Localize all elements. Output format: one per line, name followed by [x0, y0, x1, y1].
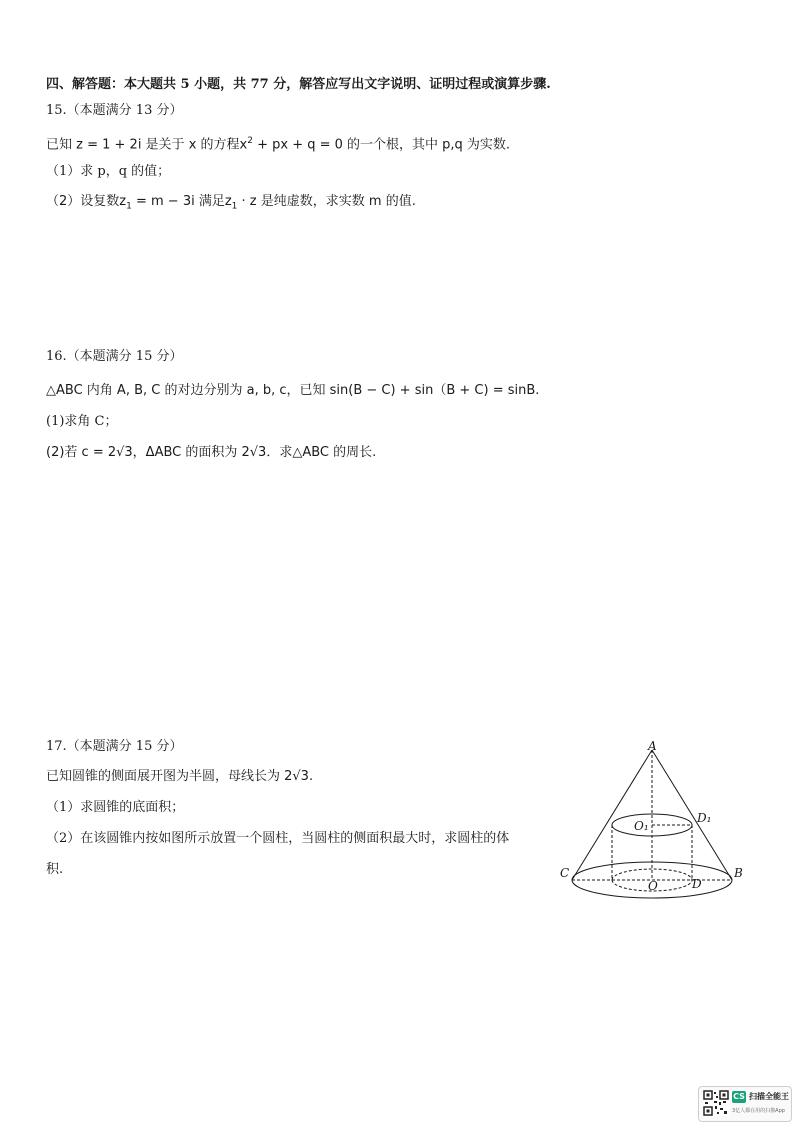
q15-part2-a: （2）设复数z: [46, 194, 127, 209]
q15-part2-b: = m − 3i 满足z: [131, 194, 232, 209]
q15-stem: [46, 132, 510, 154]
camscanner-name: 扫描全能王: [749, 1092, 789, 1101]
q16-part1: (1)求角 C；: [46, 414, 118, 429]
q15-part2-c: · z 是纯虚数，求实数 m 的值.: [237, 194, 416, 209]
camscanner-watermark: [698, 1086, 792, 1122]
q15-part2: [46, 193, 416, 216]
q15-part1: （1）求 p，q 的值；: [46, 164, 171, 179]
q17-stem: 已知圆锥的侧面展开图为半圆，母线长为 2√3.: [46, 769, 314, 784]
label-O: O: [648, 879, 658, 893]
q16-stem: △ABC 内角 A, B, C 的对边分别为 a, b, c，已知 sin(B − C) + sin（B + C) = sinB.: [46, 383, 540, 398]
q15-stem-sup: 2: [247, 136, 253, 146]
q15-title: 15.（本题满分 13 分）: [46, 103, 183, 118]
label-A: A: [648, 740, 657, 753]
cone-cylinder-figure: [548, 740, 758, 910]
label-O1: O₁: [634, 819, 649, 833]
q15-part2-sub-a: 1: [126, 201, 132, 212]
camscanner-logo-icon: CS: [733, 1092, 745, 1101]
label-C: C: [560, 866, 570, 880]
q17-part2-line2: 积.: [46, 862, 64, 877]
q15-stem-b: + px + q = 0 的一个根，其中 p,q 为实数.: [252, 137, 511, 153]
camscanner-tagline: 3亿人都在用的扫描App: [732, 1108, 785, 1114]
section-header: 四、解答题：本大题共 5 小题，共 77 分，解答应写出文字说明、证明过程或演算步骤.: [46, 77, 551, 92]
q17-part2-line1: （2）在该圆锥内按如图所示放置一个圆柱，当圆柱的侧面积最大时，求圆柱的体: [46, 831, 510, 846]
q15-part2-sub-b: 1: [231, 201, 238, 212]
label-D1: D₁: [697, 811, 712, 825]
label-D: D: [692, 877, 702, 891]
qr-code-icon: [703, 1090, 729, 1116]
label-B: B: [734, 866, 743, 880]
q17-title: 17.（本题满分 15 分）: [46, 739, 183, 754]
q15-stem-a: 已知 z = 1 + 2i 是关于 x 的方程x: [46, 137, 248, 153]
q16-part2: (2)若 c = 2√3，ΔABC 的面积为 2√3．求△ABC 的周长.: [46, 445, 377, 460]
q17-part1: （1）求圆锥的底面积；: [46, 800, 185, 815]
q16-title: 16.（本题满分 15 分）: [46, 349, 183, 364]
